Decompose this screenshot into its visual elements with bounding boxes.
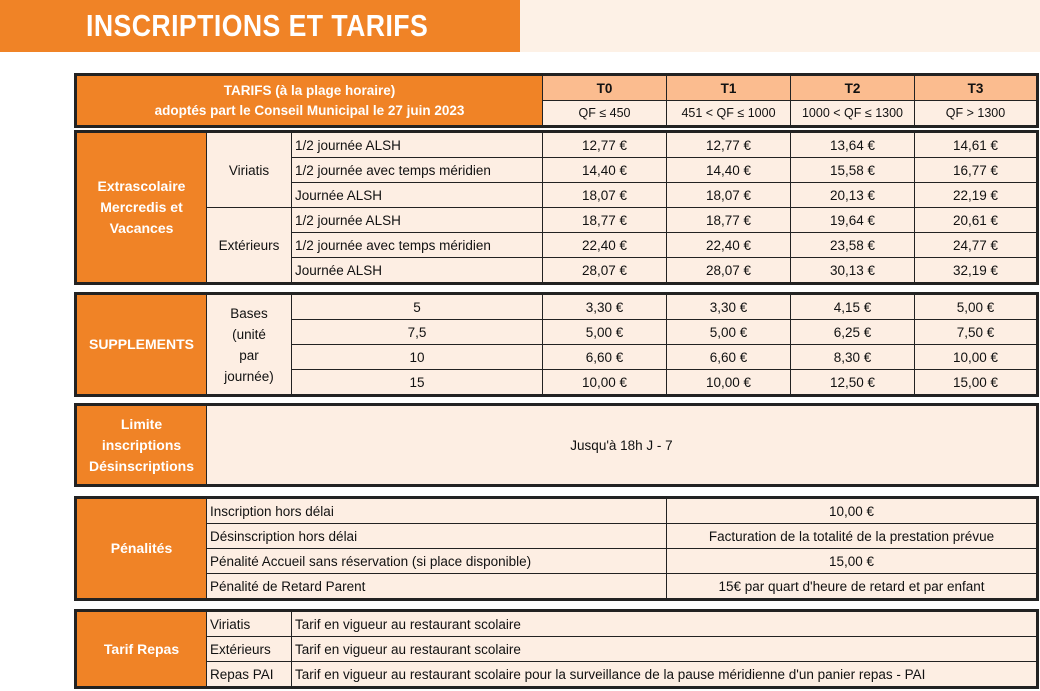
price-cell: 7,50 €	[915, 320, 1038, 345]
price-cell: 6,25 €	[791, 320, 915, 345]
bases-label-line: Bases	[230, 305, 268, 321]
bases-label-line: par	[239, 347, 259, 363]
bases-label	[207, 294, 292, 396]
price-cell: 28,07 €	[543, 258, 667, 284]
limite-label-line: Désinscriptions	[88, 457, 195, 474]
repas-row-value: Tarif en vigueur au restaurant scolaire	[292, 611, 1038, 637]
row-label: Journée ALSH	[292, 258, 543, 284]
base-value: 10	[292, 345, 543, 370]
penalite-label: Désinscription hors délai	[207, 524, 667, 549]
price-cell: 4,15 €	[791, 294, 915, 320]
group-label: Viriatis	[207, 132, 292, 208]
row-label: Journée ALSH	[292, 183, 543, 208]
price-cell: 10,00 €	[915, 345, 1038, 370]
repas-row-label: Extérieurs	[207, 637, 292, 662]
header-line2: adoptés part le Conseil Municipal le 27 juin 2023	[154, 102, 465, 118]
base-value: 15	[292, 370, 543, 396]
price-cell: 13,64 €	[791, 132, 915, 158]
bases-label-line: journée)	[224, 368, 274, 384]
price-cell: 10,00 €	[543, 370, 667, 396]
supplements-table	[74, 292, 1039, 397]
tier-qf: QF > 1300	[915, 101, 1038, 127]
repas-row-label: Repas PAI	[207, 662, 292, 688]
price-cell: 16,77 €	[915, 158, 1038, 183]
tier-name: T2	[791, 75, 915, 101]
penalite-value: 15€ par quart d'heure de retard et par enfant	[667, 574, 1038, 600]
price-cell: 6,60 €	[667, 345, 791, 370]
penalites-table	[74, 496, 1039, 601]
row-label: 1/2 journée ALSH	[292, 208, 543, 233]
tier-name: T3	[915, 75, 1038, 101]
extrascolaire-label-line: Extrascolaire	[97, 178, 186, 194]
row-label: 1/2 journée avec temps méridien	[292, 158, 543, 183]
extrascolaire-label	[76, 132, 207, 284]
price-cell: 5,00 €	[915, 294, 1038, 320]
limite-table	[74, 403, 1039, 487]
price-cell: 23,58 €	[791, 233, 915, 258]
tier-qf: QF ≤ 450	[543, 101, 667, 127]
row-label: 1/2 journée avec temps méridien	[292, 233, 543, 258]
repas-row-label: Viriatis	[207, 611, 292, 637]
price-cell: 18,07 €	[543, 183, 667, 208]
price-cell: 22,19 €	[915, 183, 1038, 208]
price-cell: 24,77 €	[915, 233, 1038, 258]
price-cell: 20,13 €	[791, 183, 915, 208]
price-cell: 22,40 €	[667, 233, 791, 258]
extrascolaire-label-line: Vacances	[109, 220, 174, 236]
limite-label-line: inscriptions	[101, 436, 182, 453]
repas-row-value: Tarif en vigueur au restaurant scolaire pour la surveillance de la pause méridienne d'un panier repas - PAI	[292, 662, 1038, 688]
page-title: INSCRIPTIONS ET TARIFS	[86, 8, 429, 43]
row-label: 1/2 journée ALSH	[292, 132, 543, 158]
price-cell: 12,77 €	[667, 132, 791, 158]
price-cell: 14,61 €	[915, 132, 1038, 158]
price-cell: 19,64 €	[791, 208, 915, 233]
price-cell: 18,77 €	[667, 208, 791, 233]
repas-label: Tarif Repas	[76, 611, 207, 688]
price-cell: 18,07 €	[667, 183, 791, 208]
price-cell: 12,50 €	[791, 370, 915, 396]
price-cell: 18,77 €	[543, 208, 667, 233]
tier-qf: 451 < QF ≤ 1000	[667, 101, 791, 127]
penalite-label: Inscription hors délai	[207, 498, 667, 524]
tier-name: T1	[667, 75, 791, 101]
title-banner-right	[520, 0, 1040, 52]
price-cell: 12,77 €	[543, 132, 667, 158]
extrascolaire-label-line: Mercredis et	[100, 199, 183, 215]
supplements-label: SUPPLEMENTS	[76, 294, 207, 396]
price-cell: 5,00 €	[543, 320, 667, 345]
bases-label-line: (unité	[232, 326, 266, 342]
limite-label-line: Limite	[120, 415, 163, 432]
price-cell: 32,19 €	[915, 258, 1038, 284]
base-value: 7,5	[292, 320, 543, 345]
price-cell: 20,61 €	[915, 208, 1038, 233]
repas-table	[74, 609, 1039, 689]
price-cell: 28,07 €	[667, 258, 791, 284]
price-cell: 14,40 €	[667, 158, 791, 183]
price-cell: 30,13 €	[791, 258, 915, 284]
header-title	[76, 75, 543, 127]
penalite-value: Facturation de la totalité de la prestation prévue	[667, 524, 1038, 549]
penalite-label: Pénalité de Retard Parent	[207, 574, 667, 600]
price-cell: 5,00 €	[667, 320, 791, 345]
price-cell: 10,00 €	[667, 370, 791, 396]
repas-row-value: Tarif en vigueur au restaurant scolaire	[292, 637, 1038, 662]
price-cell: 6,60 €	[543, 345, 667, 370]
price-cell: 8,30 €	[791, 345, 915, 370]
penalite-value: 10,00 €	[667, 498, 1038, 524]
price-cell: 3,30 €	[543, 294, 667, 320]
penalite-label: Pénalité Accueil sans réservation (si place disponible)	[207, 549, 667, 574]
limite-label	[76, 405, 207, 486]
price-cell: 22,40 €	[543, 233, 667, 258]
header-line1: TARIFS (à la plage horaire)	[223, 82, 396, 98]
base-value: 5	[292, 294, 543, 320]
tier-name: T0	[543, 75, 667, 101]
penalite-value: 15,00 €	[667, 549, 1038, 574]
limite-value: Jusqu'à 18h J - 7	[207, 405, 1038, 486]
price-cell: 15,00 €	[915, 370, 1038, 396]
header-table	[74, 73, 1039, 128]
tier-qf: 1000 < QF ≤ 1300	[791, 101, 915, 127]
penalites-label: Pénalités	[76, 498, 207, 600]
price-cell: 14,40 €	[543, 158, 667, 183]
price-cell: 3,30 €	[667, 294, 791, 320]
group-label: Extérieurs	[207, 208, 292, 284]
extrascolaire-table	[74, 130, 1039, 285]
price-cell: 15,58 €	[791, 158, 915, 183]
